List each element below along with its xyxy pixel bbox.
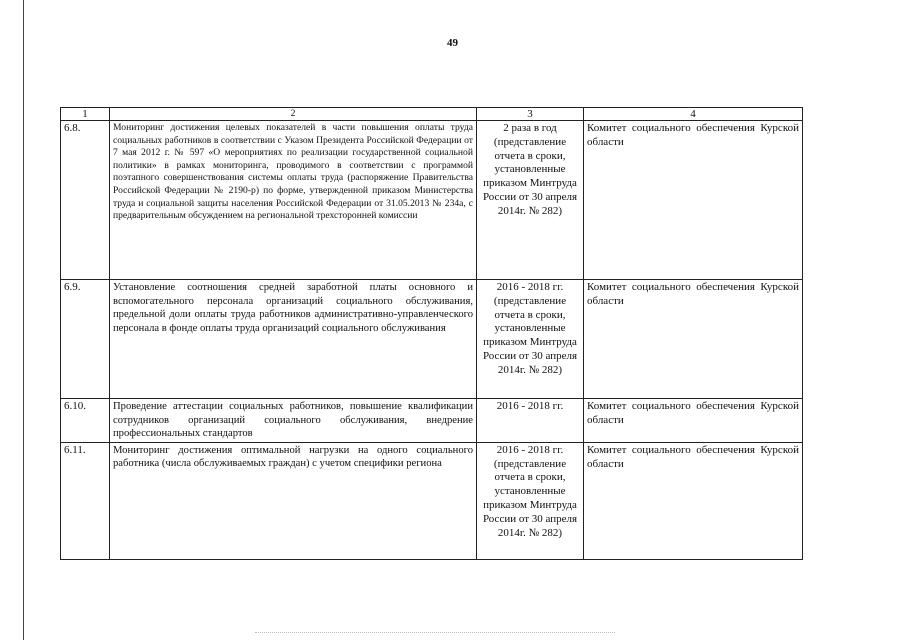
table-row [61,280,803,399]
row-activity: Проведение аттестации социальных работников, повышение квалификации сотрудников организаций социального обслуживания, внедрение профессиональных стандартов [110,399,477,443]
row-activity: Мониторинг достижения оптимальной нагрузки на одного социального работника (числа обслуживаемых граждан) с учетом специфики региона [110,442,477,559]
row-responsible: Комитет социального обеспечения Курской области [584,399,803,443]
row-activity: Мониторинг достижения целевых показателей в части повышения оплаты труда социальных работников в соответствии с Указом Президента Российской Федерации от 7 мая 2012 г. № 597 «О мероприятиях по реализации государственной социальной политики» в рамках мониторинга, проводимого в соответствии с программой поэтапного совершенствования системы оплаты труда (распоряжение Правительства Российской Федерации № 2190-р) по форме, утвержденной приказом Министерства труда и социальной защиты населения Российской Федерации от 31.05.2013 № 234а, с предварительным обсуждением на региональной трехсторонней комиссии [110,121,477,280]
row-term: 2016 - 2018 гг. (представление отчета в сроки, установленные приказом Минтруда России от 30 апреля 2014г. № 282) [477,442,584,559]
header-col-4: 4 [584,108,803,121]
row-responsible: Комитет социального обеспечения Курской области [584,121,803,280]
row-term: 2016 - 2018 гг. (представление отчета в сроки, установленные приказом Минтруда России от 30 апреля 2014г. № 282) [477,280,584,399]
table-row [61,442,803,559]
row-activity: Установление соотношения средней заработной платы основного и вспомогательного персонала организаций социального обслуживания, предельной доли оплаты труда работников административно-управленческого персонала в фонде оплаты труда организаций социального обслуживания [110,280,477,399]
table-row [61,121,803,280]
row-number: 6.8. [61,121,110,280]
table-header-row [61,108,803,121]
row-number: 6.9. [61,280,110,399]
row-responsible: Комитет социального обеспечения Курской области [584,280,803,399]
scan-artifact-line [255,632,615,635]
page-left-border [23,0,24,640]
measures-table [60,107,803,560]
row-number: 6.11. [61,442,110,559]
page-number: 49 [447,37,458,49]
header-col-2: 2 [110,108,477,121]
row-number: 6.10. [61,399,110,443]
header-col-1: 1 [61,108,110,121]
row-term: 2016 - 2018 гг. [477,399,584,443]
header-col-3: 3 [477,108,584,121]
table-row [61,399,803,443]
row-responsible: Комитет социального обеспечения Курской области [584,442,803,559]
row-term: 2 раза в год (представление отчета в сроки, установленные приказом Минтруда России от 30 апреля 2014г. № 282) [477,121,584,280]
